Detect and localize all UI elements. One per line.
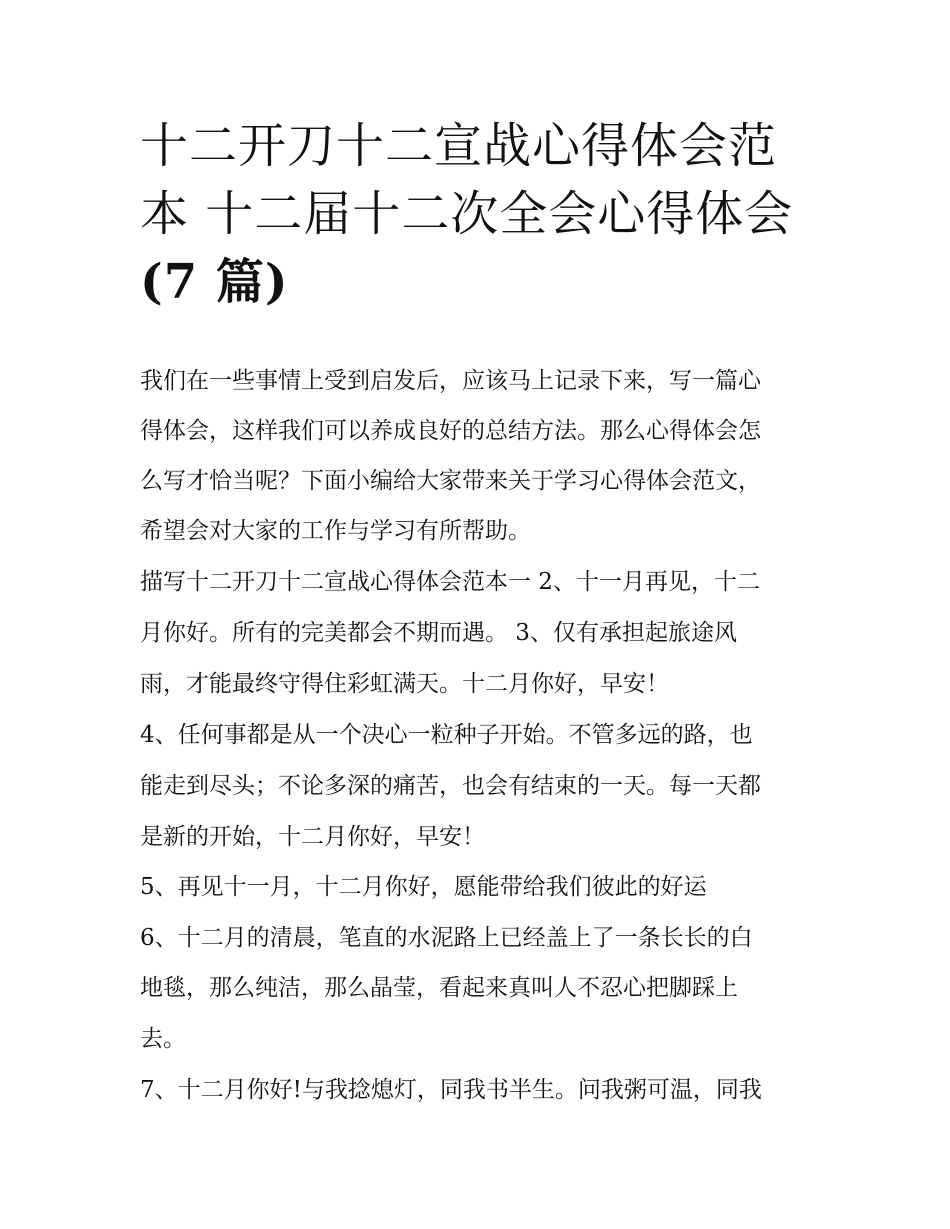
paragraph-line: 地毯，那么纯洁，那么晶莹，看起来真叫人不忍心把脚踩上 [140, 975, 738, 1001]
paragraph-line: 4、任何事都是从一个决心一粒种子开始。不管多远的路，也 [140, 722, 753, 748]
title-line-1: 十二开刀十二宣战心得体会范 [140, 118, 778, 174]
paragraph-line: 月你好。所有的完美都会不期而遇。 3、仅有承担起旅途风 [140, 620, 737, 646]
paragraph-line: 描写十二开刀十二宣战心得体会范本一 2、十一月再见，十二 [140, 569, 760, 595]
title-line-2: 本 十二届十二次全会心得体会 [140, 186, 794, 242]
paragraph-line: 雨，才能最终守得住彩虹满天。十二月你好，早安！ [140, 671, 669, 697]
paragraph-line: 得体会，这样我们可以养成良好的总结方法。那么心得体会怎 [140, 418, 761, 444]
paragraph-line: 希望会对大家的工作与学习有所帮助。 [140, 518, 531, 544]
paragraph-line: 么写才恰当呢？下面小编给大家带来关于学习心得体会范文， [140, 468, 761, 494]
document-title [140, 112, 840, 316]
paragraph-line: 是新的开始，十二月你好，早安！ [140, 824, 485, 850]
paragraph-line: 我们在一些事情上受到启发后，应该马上记录下来，写一篇心 [140, 368, 761, 394]
paragraph-line: 6、十二月的清晨，笔直的水泥路上已经盖上了一条长长的白 [140, 925, 753, 951]
paragraph-line: 7、十二月你好!与我捻熄灯，同我书半生。问我粥可温，同我 [140, 1077, 762, 1103]
title-line-3: (7 篇) [140, 254, 289, 310]
paragraph-line: 5、再见十一月，十二月你好，愿能带给我们彼此的好运 [140, 874, 707, 900]
paragraph-line: 能走到尽头；不论多深的痛苦，也会有结束的一天。每一天都 [140, 773, 761, 799]
paragraph-line: 去。 [140, 1026, 186, 1052]
